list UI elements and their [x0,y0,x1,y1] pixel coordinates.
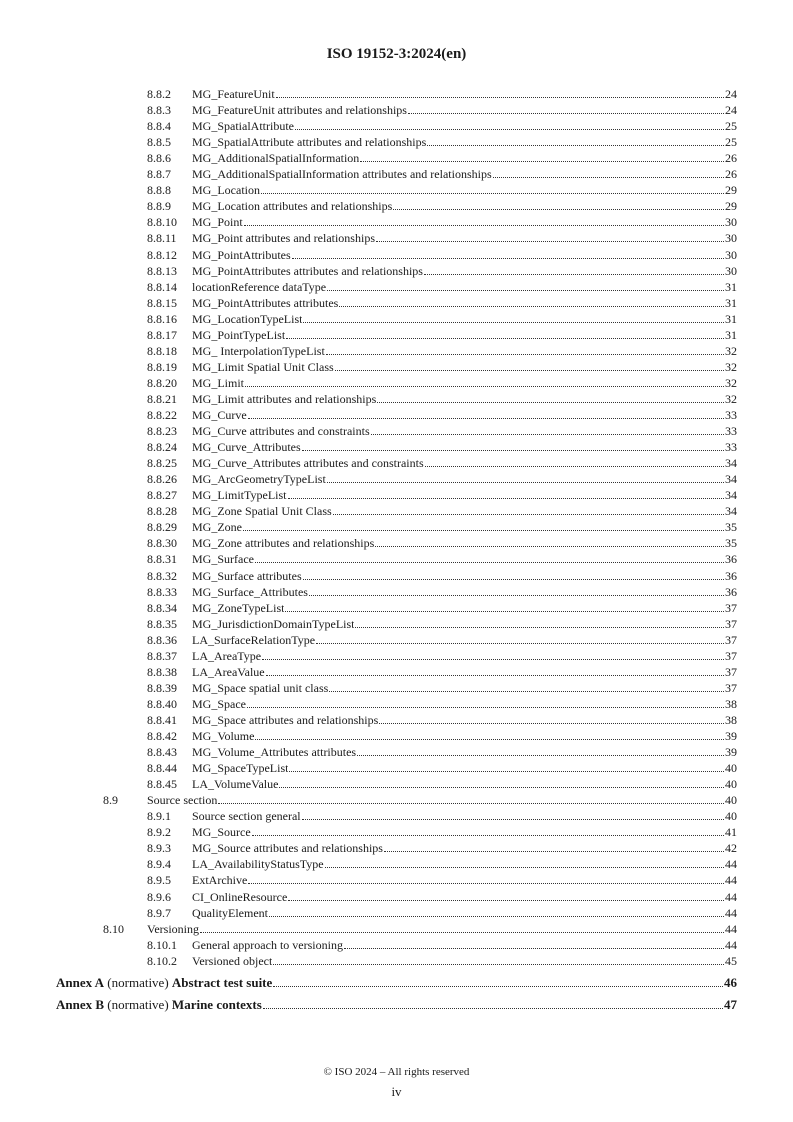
toc-entry-page: 42 [725,841,737,856]
dot-leader [357,754,724,756]
toc-entry[interactable] [147,953,737,969]
toc-entry-title: MG_FeatureUnit attributes and relationships [192,103,407,118]
dot-leader [371,433,724,435]
toc-entry[interactable] [147,86,737,102]
toc-entry-page: 34 [725,456,737,471]
dot-leader [327,289,724,291]
toc-entry-title: MG_JurisdictionDomainTypeList [192,616,355,631]
toc-entry[interactable] [147,696,737,712]
dot-leader [262,658,724,660]
toc-entry-title: MG_Curve_Attributes [192,440,301,455]
toc-entry[interactable] [147,808,737,824]
toc-entry-page: 40 [725,793,737,808]
toc-entry[interactable] [147,295,737,311]
toc-entry-number: 8.8.5 [147,135,171,150]
toc-entry[interactable] [147,102,737,118]
dot-leader [384,850,724,852]
dot-leader [424,273,724,275]
toc-entry[interactable] [147,279,737,295]
toc-entry-number: 8.8.41 [147,712,177,727]
toc-entry[interactable] [147,856,737,872]
toc-entry-page: 40 [725,809,737,824]
toc-entry[interactable] [147,150,737,166]
dot-leader [285,610,724,612]
toc-entry-page: 33 [725,440,737,455]
toc-entry-page: 37 [725,616,737,631]
toc-entry-number: 8.8.34 [147,600,177,615]
toc-entry-title: MG_Surface attributes [192,568,302,583]
toc-entry-page: 37 [725,664,737,679]
toc-entry-title: LA_AvailabilityStatusType [192,857,324,872]
toc-entry-page: 39 [725,729,737,743]
toc-entry[interactable] [147,487,737,503]
toc-entry[interactable] [147,632,737,648]
toc-entry-title: MG_ZoneTypeList [192,600,285,615]
toc-entry-number: 8.8.21 [147,391,177,406]
dot-leader [326,353,724,355]
toc-entry-number: 8.8.32 [147,568,177,583]
dot-leader [379,722,724,724]
toc-entry[interactable] [147,680,737,696]
toc-entry-number: 8.8.6 [147,151,171,166]
toc-entry-title: MG_FeatureUnit [192,87,275,101]
annex-page: 47 [724,996,737,1012]
toc-entry-number: 8.8.8 [147,183,171,198]
toc-entry-number: 8.8.7 [147,167,171,182]
dot-leader [261,192,724,194]
toc-entry-page: 24 [725,103,737,118]
toc-entry[interactable] [147,214,737,230]
toc-entry[interactable] [147,182,737,198]
dot-leader [316,642,724,644]
toc-entry-page: 29 [725,183,737,198]
toc-entry-page: 32 [725,375,737,390]
dot-leader [303,578,724,580]
toc-entry-page: 32 [725,359,737,374]
toc-entry-number: 8.9.1 [147,809,171,824]
toc-entry-page: 25 [725,119,737,134]
toc-entry[interactable] [147,247,737,263]
dot-leader [375,545,724,547]
toc-entry[interactable] [147,728,737,744]
dot-leader [302,818,724,820]
toc-entry-title: MG_Curve_Attributes attributes and constraints [192,456,424,471]
toc-entry-page: 31 [725,279,737,294]
toc-entry[interactable] [147,551,737,567]
toc-entry-number: 8.8.13 [147,263,177,278]
toc-entry-page: 36 [725,552,737,567]
toc-entry-title: MG_SpatialAttribute [192,119,294,134]
document-header: ISO 19152-3:2024(en) [326,46,467,62]
dot-leader [292,257,724,259]
annex-entry[interactable] [56,975,737,991]
toc-entry-number: 8.8.11 [147,231,177,246]
dot-leader [288,899,724,901]
toc-entry-title: locationReference dataType [192,279,327,294]
toc-entry-title: MG_Source [192,825,251,840]
toc-entry-page: 37 [725,648,737,663]
toc-entry-number: 8.8.4 [147,119,171,134]
toc-entry-page: 37 [725,680,737,695]
toc-entry-title: MG_Location attributes and relationships [192,199,393,214]
dot-leader [408,112,724,114]
dot-leader [288,497,725,499]
toc-entry-page: 37 [725,600,737,615]
toc-entry[interactable] [147,166,737,182]
dot-leader [333,513,724,515]
toc-entry-number: 8.9 [103,793,118,808]
dot-leader [255,738,724,740]
toc-entry-page: 40 [725,761,737,776]
toc-entry-page: 44 [725,921,737,936]
dot-leader [376,240,724,242]
toc-entry-title: Source section general [192,809,301,824]
toc-entry[interactable] [147,600,737,616]
toc-entry-number: 8.9.7 [147,905,171,920]
toc-entry-page: 30 [725,215,737,230]
annex-type: (normative) [107,974,169,990]
toc-entry[interactable] [147,503,737,519]
toc-entry[interactable] [147,327,737,343]
toc-entry-number: 8.8.15 [147,295,177,310]
toc-entry-page: 26 [725,151,737,166]
toc-entry-number: 8.8.33 [147,584,177,599]
toc-entry-page: 32 [725,391,737,406]
toc-entry-number: 8.9.3 [147,841,171,856]
toc-entry-title: MG_Volume_Attributes attributes [192,745,357,760]
toc-entry-title: MG_LocationTypeList [192,311,303,326]
toc-entry-title: MG_Source attributes and relationships [192,841,383,856]
dot-leader [493,176,724,178]
toc-entry-page: 44 [725,905,737,920]
toc-entry[interactable] [147,889,737,905]
toc-entry-number: 8.8.2 [147,87,171,101]
annex-label: Annex A [56,974,105,990]
toc-entry-title: Source section [147,793,218,808]
toc-entry-number: 8.8.38 [147,664,177,679]
toc-entry-page: 31 [725,295,737,310]
dot-leader [327,481,724,483]
toc-entry-title: QualityElement [192,905,268,920]
toc-entry[interactable] [147,311,737,327]
toc-entry[interactable] [147,760,737,776]
toc-entry-title: MG_PointTypeList [192,327,286,342]
toc-entry[interactable] [147,134,737,150]
dot-leader [263,1007,723,1009]
dot-leader [245,385,724,387]
toc-entry-page: 32 [725,343,737,358]
toc-entry[interactable] [147,664,737,680]
dot-leader [273,963,724,965]
toc-entry[interactable] [147,824,737,840]
toc-entry[interactable] [147,118,737,134]
toc-entry-number: 8.8.27 [147,488,177,503]
toc-entry-title: MG_Point attributes and relationships [192,231,375,246]
toc-entry-page: 45 [725,953,737,968]
annex-type: (normative) [107,996,169,1012]
dot-leader [355,626,724,628]
toc-entry-number: 8.9.4 [147,857,171,872]
toc-entry-number: 8.8.25 [147,456,177,471]
toc-entry[interactable] [147,584,737,600]
toc-entry-number: 8.8.24 [147,440,177,455]
toc-entry-number: 8.8.42 [147,729,177,743]
toc-entry-number: 8.8.45 [147,777,177,792]
toc-entry-number: 8.8.18 [147,343,177,358]
toc-entry[interactable] [147,905,737,921]
toc-entry-number: 8.8.43 [147,745,177,760]
toc-entry-number: 8.8.9 [147,199,171,214]
dot-leader [360,160,724,162]
toc-entry[interactable] [147,744,737,760]
annex-label: Annex B [56,996,105,1012]
toc-entry[interactable] [147,407,737,423]
toc-entry-page: 34 [725,488,737,503]
toc-entry-title: LA_AreaType [192,648,262,663]
toc-entry-title: MG_SpatialAttribute attributes and relationships [192,135,427,150]
toc-entry-page: 33 [725,408,737,422]
dot-leader [248,417,724,419]
dot-leader [218,802,724,804]
toc-entry-title: MG_ArcGeometryTypeList [192,472,326,487]
toc-entry-title: MG_Space spatial unit class [192,680,329,695]
toc-entry-title: MG_Limit Spatial Unit Class [192,359,334,374]
toc-entry-number: 8.8.26 [147,472,177,487]
toc-entry-title: MG_Curve attributes and constraints [192,424,370,439]
dot-leader [200,931,724,933]
toc-entry-number: 8.8.39 [147,680,177,695]
toc-entry[interactable] [147,840,737,856]
toc-entry-title: LA_AreaValue [192,664,265,679]
toc-entry-title: MG_PointAttributes [192,247,291,262]
toc-entry-page: 40 [725,777,737,792]
toc-entry-page: 44 [725,857,737,872]
page-number: iv [391,1084,402,1099]
toc-entry-number: 8.9.5 [147,873,171,888]
toc-entry-number: 8.8.35 [147,616,177,631]
toc-entry[interactable] [147,535,737,551]
toc-entry-page: 29 [725,199,737,214]
toc-entry-number: 8.8.16 [147,311,177,326]
toc-entry-number: 8.9.2 [147,825,171,840]
toc-entry-number: 8.8.10 [147,215,177,230]
annex-title: Marine contexts [171,996,262,1012]
dot-leader [344,947,724,949]
toc-entry[interactable] [147,616,737,632]
toc-entry-page: 44 [725,937,737,952]
toc-entry[interactable] [147,776,737,792]
dot-leader [393,208,724,210]
dot-leader [289,770,724,772]
toc-entry-title: MG_PointAttributes attributes and relationships [192,263,423,278]
dot-leader [377,401,724,403]
toc-entry-page: 44 [725,873,737,888]
toc-entry-number: 8.8.3 [147,103,171,118]
dot-leader [248,882,724,884]
toc-entry-title: LA_SurfaceRelationType [192,632,316,647]
toc-entry-page: 24 [725,87,737,101]
dot-leader [273,985,723,987]
dot-leader [247,706,724,708]
dot-leader [269,915,724,917]
toc-entry[interactable] [147,568,737,584]
toc-entry-page: 35 [725,520,737,535]
toc-entry-title: MG_Space attributes and relationships [192,712,379,727]
dot-leader [302,449,724,451]
toc-entry-number: 8.8.40 [147,696,177,711]
toc-entry-title: MG_Space [192,696,246,711]
dot-leader [325,866,724,868]
toc-entry[interactable] [147,375,737,391]
toc-entry[interactable] [147,343,737,359]
dot-leader [295,128,724,130]
toc-entry-title: MG_Limit [192,375,245,390]
dot-leader [329,690,724,692]
toc-entry-number: 8.10 [103,921,124,936]
toc-entry-title: MG_Limit attributes and relationships [192,391,377,406]
dot-leader [335,369,724,371]
toc-entry-page: 36 [725,568,737,583]
toc-entry[interactable] [147,359,737,375]
toc-entry[interactable] [147,872,737,888]
toc-entry-number: 8.8.22 [147,408,177,422]
dot-leader [286,337,724,339]
toc-entry-page: 38 [725,712,737,727]
copyright-notice: © ISO 2024 – All rights reserved [323,1066,470,1078]
toc-entry-page: 35 [725,536,737,551]
toc-entry-page: 34 [725,472,737,487]
toc-entry[interactable] [147,198,737,214]
toc-entry[interactable] [147,439,737,455]
toc-entry[interactable] [103,792,737,808]
dot-leader [427,144,724,146]
toc-entry-title: MG_PointAttributes attributes [192,295,339,310]
toc-entry-title: General approach to versioning [192,937,343,952]
toc-entry[interactable] [147,423,737,439]
toc-entry-title: Versioned object [192,953,273,968]
toc-entry-page: 38 [725,696,737,711]
toc-entry-page: 33 [725,424,737,439]
dot-leader [279,786,724,788]
toc-entry-number: 8.8.36 [147,632,177,647]
toc-entry-number: 8.10.1 [147,937,177,952]
toc-entry[interactable] [147,648,737,664]
toc-entry-number: 8.9.6 [147,889,171,904]
dot-leader [255,561,724,563]
toc-entry[interactable] [147,471,737,487]
toc-entry-page: 30 [725,247,737,262]
toc-entry-page: 34 [725,504,737,519]
toc-entry-number: 8.8.23 [147,424,177,439]
toc-entry-title: MG_ InterpolationTypeList [192,343,325,358]
toc-entry-title: MG_Surface_Attributes [192,584,308,599]
toc-entry[interactable] [147,937,737,953]
dot-leader [243,529,724,531]
toc-entry-title: MG_Volume [192,729,255,743]
toc-entry-number: 8.8.20 [147,375,177,390]
toc-entry-title: MG_Zone Spatial Unit Class [192,504,332,519]
toc-entry-number: 8.8.19 [147,359,177,374]
dot-leader [276,96,724,98]
toc-entry-page: 26 [725,167,737,182]
toc-entry[interactable] [147,455,737,471]
toc-entry-title: MG_LimitTypeList [192,488,287,503]
annex-title: Abstract test suite [171,974,273,990]
toc-entry-page: 31 [725,311,737,326]
toc-entry-page: 37 [725,632,737,647]
toc-entry-title: CI_OnlineResource [192,889,288,904]
toc-entry-title: MG_SpaceTypeList [192,761,289,776]
toc-entry-title: Versioning [147,921,199,936]
toc-entry[interactable] [147,391,737,407]
toc-entry-number: 8.8.29 [147,520,177,535]
toc-entry[interactable] [147,519,737,535]
toc-entry-number: 8.8.44 [147,761,177,776]
toc-entry-number: 8.8.17 [147,327,177,342]
annex-page: 46 [724,974,737,990]
toc-entry[interactable] [103,921,737,937]
toc-entry-number: 8.8.12 [147,247,177,262]
dot-leader [309,594,724,596]
toc-entry-title: LA_VolumeValue [192,777,279,792]
toc-entry-number: 8.10.2 [147,953,177,968]
toc-entry-number: 8.8.14 [147,279,177,294]
toc-entry-title: MG_AdditionalSpatialInformation attributes and relationships [192,167,492,182]
annex-entry[interactable] [56,997,737,1013]
toc-entry-page: 39 [725,745,737,760]
toc-entry-title: MG_Surface [192,552,254,567]
toc-entry-number: 8.8.31 [147,552,177,567]
toc-entry-page: 30 [725,263,737,278]
toc-entry-title: MG_Curve [192,408,247,422]
toc-entry-page: 44 [725,889,737,904]
toc-entry-title: MG_Point [192,215,243,230]
toc-entry-title: MG_Location [192,183,260,198]
toc-entry[interactable] [147,712,737,728]
toc-entry-page: 41 [725,825,737,840]
toc-entry[interactable] [147,263,737,279]
dot-leader [252,834,724,836]
dot-leader [244,224,724,226]
dot-leader [339,305,724,307]
dot-leader [266,674,724,676]
toc-entry-title: MG_AdditionalSpatialInformation [192,151,360,166]
toc-entry-number: 8.8.30 [147,536,177,551]
toc-entry-title: MG_Zone [192,520,242,535]
toc-entry-number: 8.8.37 [147,648,177,663]
toc-entry-page: 31 [725,327,737,342]
dot-leader [425,465,724,467]
toc-entry-page: 30 [725,231,737,246]
toc-entry-page: 25 [725,135,737,150]
toc-entry-page: 36 [725,584,737,599]
dot-leader [303,321,724,323]
toc-entry[interactable] [147,230,737,246]
toc-entry-title: ExtArchive [192,873,248,888]
toc-entry-number: 8.8.28 [147,504,177,519]
toc-entry-title: MG_Zone attributes and relationships [192,536,375,551]
